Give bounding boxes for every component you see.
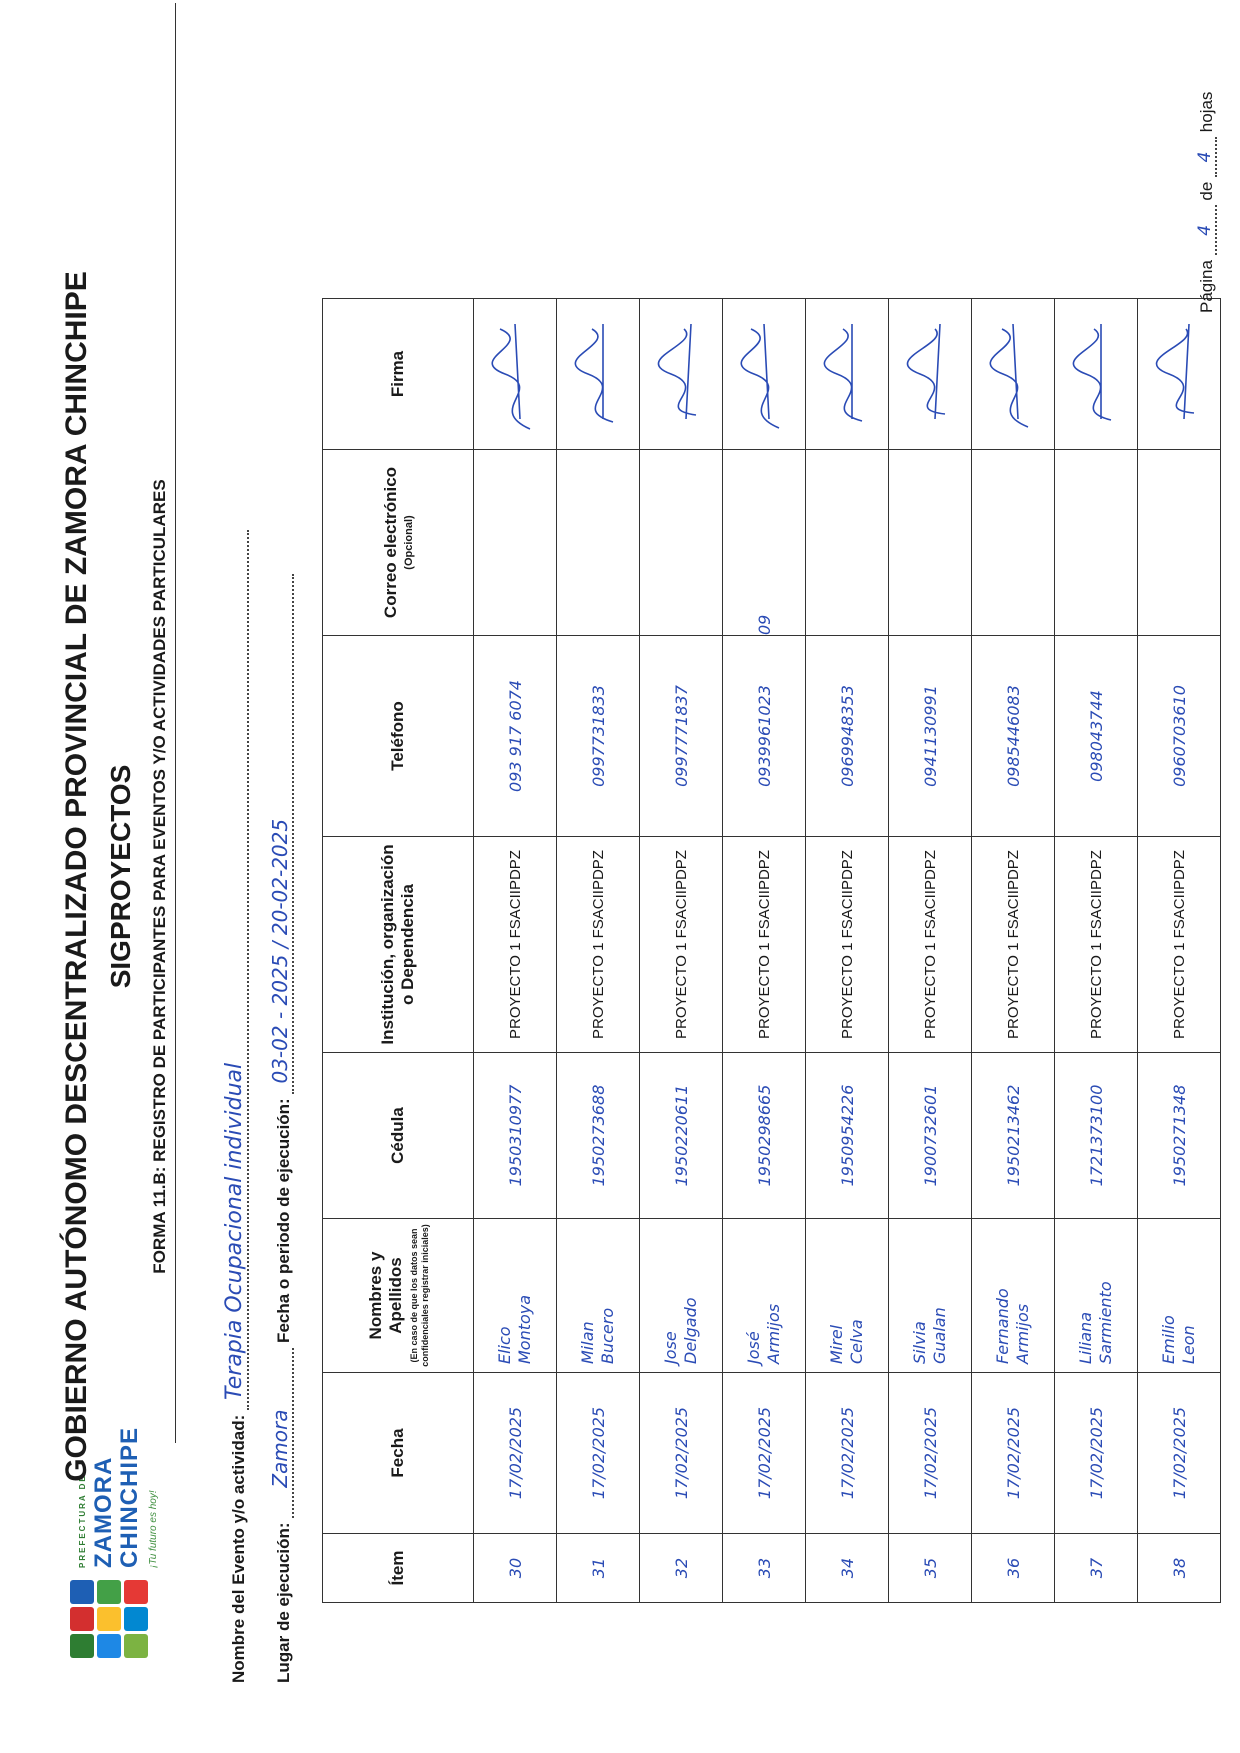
cell-fecha: 17/02/2025 bbox=[972, 1373, 1055, 1534]
cell-telefono: 0969948353 bbox=[806, 636, 889, 837]
of-label: de bbox=[1197, 181, 1216, 201]
header-firma: Firma bbox=[323, 299, 474, 450]
cell-nombre-last: Celva bbox=[847, 1319, 866, 1364]
signature-drawing bbox=[1139, 299, 1219, 449]
cell-cedula: 1950954226 bbox=[806, 1053, 889, 1219]
cell-nombre-last: Delgado bbox=[681, 1297, 700, 1364]
cell-telefono: 0997731833 bbox=[557, 636, 640, 837]
cell-nombre-last: Sarmiento bbox=[1096, 1281, 1115, 1364]
cell-telefono: 0997771837 bbox=[640, 636, 723, 837]
cell-correo bbox=[557, 450, 640, 636]
cell-firma bbox=[1138, 299, 1221, 450]
header-nombres: Nombres y Apellidos (En caso de que los datos sean confidenciales registrar iniciales) bbox=[323, 1219, 474, 1373]
cell-nombre-first: José bbox=[744, 1331, 763, 1364]
cell-nombre-first: Liliana bbox=[1076, 1312, 1095, 1364]
cell-item: 33 bbox=[723, 1534, 806, 1603]
cell-firma bbox=[640, 299, 723, 450]
cell-nombre bbox=[1138, 1219, 1221, 1373]
cell-cedula: 1950298665 bbox=[723, 1053, 806, 1219]
signature-drawing bbox=[641, 299, 721, 449]
cell-nombre-last: Armijos bbox=[1013, 1303, 1032, 1364]
table-row bbox=[1138, 299, 1221, 1603]
cell-firma bbox=[889, 299, 972, 450]
cell-correo bbox=[889, 450, 972, 636]
cell-cedula: 1950271348 bbox=[1138, 1053, 1221, 1219]
cell-firma bbox=[806, 299, 889, 450]
cell-nombre-last: Montoya bbox=[515, 1294, 534, 1364]
logo-slogan: ¡Tu futuro es hoy! bbox=[148, 1490, 159, 1568]
cell-item: 36 bbox=[972, 1534, 1055, 1603]
cell-nombre-first: Jose bbox=[661, 1331, 680, 1364]
table-row bbox=[557, 299, 640, 1603]
cell-item: 34 bbox=[806, 1534, 889, 1603]
table-row bbox=[1055, 299, 1138, 1603]
cell-nombre-first: Milan bbox=[578, 1321, 597, 1364]
cell-cedula: 1950213462 bbox=[972, 1053, 1055, 1219]
cell-nombre-last: Gualan bbox=[930, 1307, 949, 1364]
page-subtitle: SIGPROYECTOS bbox=[105, 764, 136, 989]
cell-fecha: 17/02/2025 bbox=[1138, 1373, 1221, 1534]
cell-nombre bbox=[640, 1219, 723, 1373]
cell-item: 38 bbox=[1138, 1534, 1221, 1603]
cell-item: 35 bbox=[889, 1534, 972, 1603]
cell-institucion: PROYECTO 1 FSACIIPDPZ bbox=[723, 837, 806, 1053]
cell-item: 32 bbox=[640, 1534, 723, 1603]
cell-cedula: 1950220611 bbox=[640, 1053, 723, 1219]
page-counter bbox=[1195, 92, 1217, 313]
cell-firma bbox=[723, 299, 806, 450]
form-title: FORMA 11.B: REGISTRO DE PARTICIPANTES PARA EVENTOS Y/O ACTIVIDADES PARTICULARES bbox=[150, 479, 169, 1274]
logo-chinchipe-text: CHINCHIPE bbox=[116, 1426, 143, 1568]
cell-item: 31 bbox=[557, 1534, 640, 1603]
cell-telefono: 0960703610 bbox=[1138, 636, 1221, 837]
table-row bbox=[972, 299, 1055, 1603]
place-label: Lugar de ejecución: bbox=[274, 1522, 293, 1683]
cell-cedula: 1900732601 bbox=[889, 1053, 972, 1219]
cell-firma bbox=[1055, 299, 1138, 450]
cell-fecha: 17/02/2025 bbox=[557, 1373, 640, 1534]
header-correo: Correo electrónico (Opcional) bbox=[323, 450, 474, 636]
header-fecha: Fecha bbox=[323, 1373, 474, 1534]
cell-firma bbox=[474, 299, 557, 450]
cell-fecha: 17/02/2025 bbox=[806, 1373, 889, 1534]
cell-correo: 09 bbox=[723, 450, 806, 636]
cell-nombre-first: Fernando bbox=[993, 1288, 1012, 1364]
logo-zamora-text: ZAMORA bbox=[90, 1456, 117, 1568]
event-value-line bbox=[222, 530, 249, 1410]
signature-drawing bbox=[558, 299, 638, 449]
page-title: GOBIERNO AUTÓNOMO DESCENTRALIZADO PROVINCIAL DE ZAMORA CHINCHIPE bbox=[60, 271, 93, 1482]
period-label: Fecha o periodo de ejecución: bbox=[274, 1098, 293, 1343]
cell-institucion: PROYECTO 1 FSACIIPDPZ bbox=[640, 837, 723, 1053]
cell-fecha: 17/02/2025 bbox=[889, 1373, 972, 1534]
cell-correo bbox=[1138, 450, 1221, 636]
cell-nombre-first: Elico bbox=[495, 1326, 514, 1364]
event-field bbox=[222, 530, 249, 1683]
page-number: 4 bbox=[1195, 224, 1215, 236]
cell-institucion: PROYECTO 1 FSACIIPDPZ bbox=[806, 837, 889, 1053]
event-label: Nombre del Evento y/o actividad: bbox=[229, 1414, 248, 1683]
place-period-field bbox=[268, 574, 294, 1683]
cell-nombre-last: Leon bbox=[1179, 1325, 1198, 1364]
cell-nombre bbox=[1055, 1219, 1138, 1373]
cell-item: 37 bbox=[1055, 1534, 1138, 1603]
cell-institucion: PROYECTO 1 FSACIIPDPZ bbox=[474, 837, 557, 1053]
header-cedula: Cédula bbox=[323, 1053, 474, 1219]
cell-telefono: 0939961023 bbox=[723, 636, 806, 837]
logo-prefectura-text: PREFECTURA DE bbox=[78, 1474, 87, 1568]
cell-nombre bbox=[557, 1219, 640, 1373]
cell-firma bbox=[557, 299, 640, 450]
cell-correo bbox=[806, 450, 889, 636]
cell-institucion: PROYECTO 1 FSACIIPDPZ bbox=[1055, 837, 1138, 1053]
cell-nombre bbox=[474, 1219, 557, 1373]
cell-fecha: 17/02/2025 bbox=[1055, 1373, 1138, 1534]
signature-drawing bbox=[973, 299, 1053, 449]
cell-nombre-first: Silvia bbox=[910, 1321, 929, 1364]
cell-nombre bbox=[972, 1219, 1055, 1373]
cell-nombre bbox=[806, 1219, 889, 1373]
signature-drawing bbox=[475, 299, 555, 449]
table-row bbox=[889, 299, 972, 1603]
header-institucion: Institución, organización o Dependencia bbox=[323, 837, 474, 1053]
table-row bbox=[474, 299, 557, 1603]
cell-telefono: 0941130991 bbox=[889, 636, 972, 837]
table-row bbox=[806, 299, 889, 1603]
cell-correo bbox=[972, 450, 1055, 636]
cell-institucion: PROYECTO 1 FSACIIPDPZ bbox=[1138, 837, 1221, 1053]
cell-fecha: 17/02/2025 bbox=[723, 1373, 806, 1534]
cell-nombre-last: Bucero bbox=[598, 1307, 617, 1364]
cell-item: 30 bbox=[474, 1534, 557, 1603]
cell-cedula: 1721373100 bbox=[1055, 1053, 1138, 1219]
cell-nombre bbox=[889, 1219, 972, 1373]
cell-correo bbox=[474, 450, 557, 636]
cell-institucion: PROYECTO 1 FSACIIPDPZ bbox=[972, 837, 1055, 1053]
cell-nombre-last: Armijos bbox=[764, 1303, 783, 1364]
page-label: Página bbox=[1197, 260, 1216, 313]
event-value: Terapia Ocupacional individual bbox=[222, 1062, 247, 1400]
period-value-line bbox=[268, 574, 294, 1094]
title-divider bbox=[175, 3, 176, 1443]
cell-correo bbox=[640, 450, 723, 636]
signature-drawing bbox=[890, 299, 970, 449]
signature-drawing bbox=[724, 299, 804, 449]
place-value-line bbox=[268, 1348, 294, 1518]
cell-telefono: 093 917 6074 bbox=[474, 636, 557, 837]
cell-firma bbox=[972, 299, 1055, 450]
period-value: 03-02 - 2025 / 20-02-2025 bbox=[268, 818, 292, 1084]
header-telefono: Teléfono bbox=[323, 636, 474, 837]
signature-drawing bbox=[807, 299, 887, 449]
cell-institucion: PROYECTO 1 FSACIIPDPZ bbox=[889, 837, 972, 1053]
table-row bbox=[640, 299, 723, 1603]
cell-cedula: 1950310977 bbox=[474, 1053, 557, 1219]
table-header-row bbox=[323, 299, 474, 1603]
table-row bbox=[723, 299, 806, 1603]
cell-nombre-first: Emilio bbox=[1159, 1315, 1178, 1364]
cell-correo bbox=[1055, 450, 1138, 636]
cell-nombre bbox=[723, 1219, 806, 1373]
cell-institucion: PROYECTO 1 FSACIIPDPZ bbox=[557, 837, 640, 1053]
cell-nombre-first: Mirel bbox=[827, 1324, 846, 1364]
signature-drawing bbox=[1056, 299, 1136, 449]
cell-fecha: 17/02/2025 bbox=[640, 1373, 723, 1534]
cell-telefono: 0985446083 bbox=[972, 636, 1055, 837]
header-item: Ítem bbox=[323, 1534, 474, 1603]
hojas-label: hojas bbox=[1197, 91, 1216, 133]
total-pages: 4 bbox=[1195, 151, 1215, 163]
cell-telefono: 098043744 bbox=[1055, 636, 1138, 837]
cell-fecha: 17/02/2025 bbox=[474, 1373, 557, 1534]
participants-table bbox=[322, 298, 1221, 1603]
cell-cedula: 1950273688 bbox=[557, 1053, 640, 1219]
place-value: Zamora bbox=[268, 1409, 292, 1488]
